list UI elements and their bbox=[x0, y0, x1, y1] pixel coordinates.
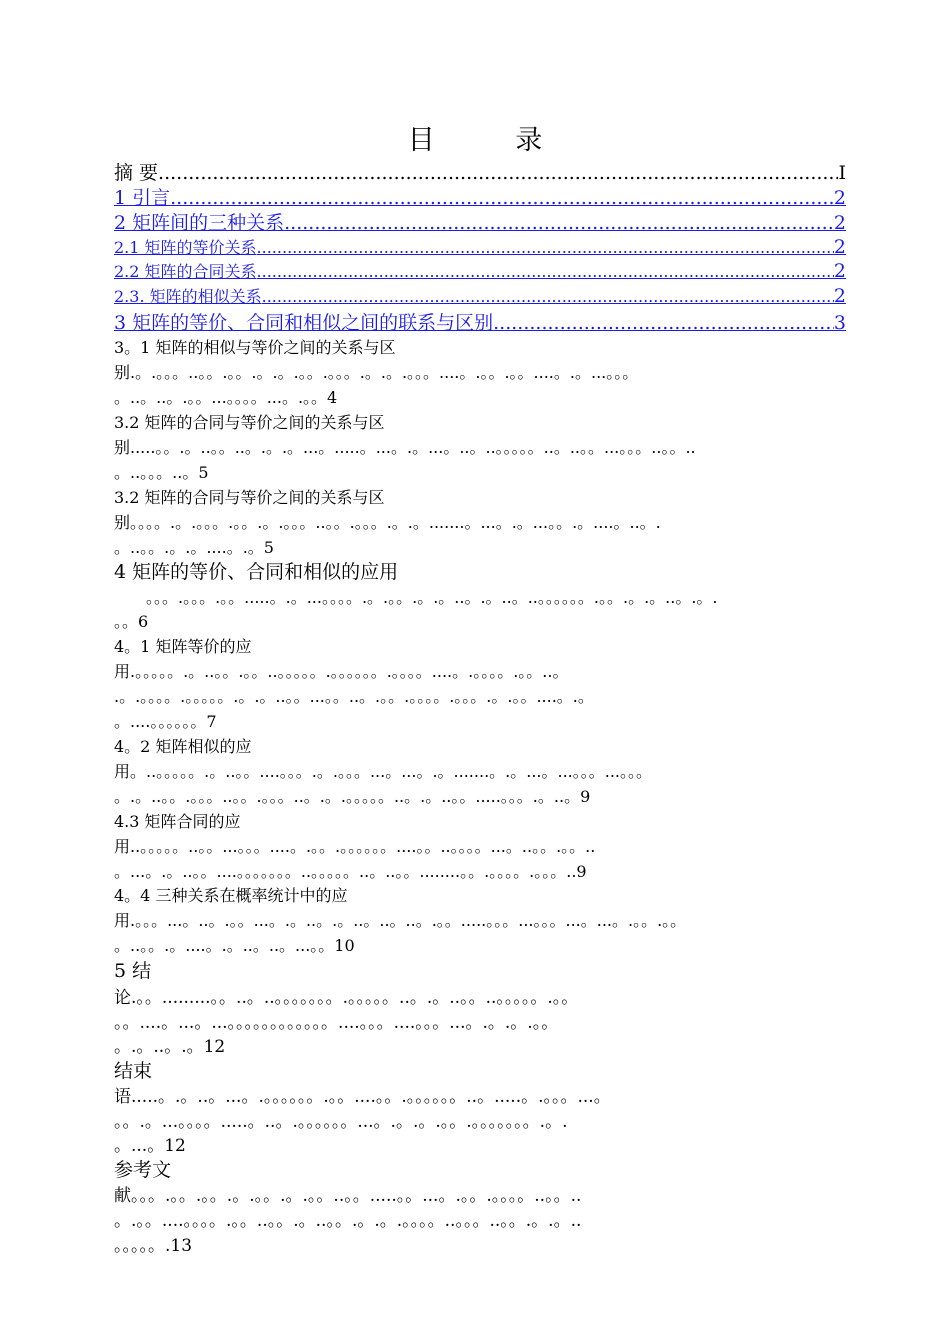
toc-4-1-title: 4。1 矩阵等价的应 bbox=[114, 637, 252, 656]
toc-3-1-leader: 别.。.。。。..。。.。。.。.。.。。.。。。.。.。.。。。....。.。。.。。....。.。...。。。 bbox=[114, 363, 639, 382]
toc-3-1-title: 3。1 矩阵的相似与等价之间的关系与区 bbox=[114, 338, 396, 357]
toc-4-2-page: 。.。..。。.。。。..。。.。。。..。.。.。。。。。..。.。..。。.....。。。.。..。9 bbox=[114, 787, 591, 806]
page-title: 目 录 bbox=[407, 125, 579, 156]
toc-4-2-leader: 用。..。。。。。.。..。。....。。。.。.。。。...。...。.。.......。.。...。...。。。...。。。 bbox=[114, 762, 653, 781]
toc-5-title: 5 结 bbox=[114, 960, 152, 982]
toc-label: 摘 要 bbox=[114, 162, 159, 184]
toc-3-3-title: 3.2 矩阵的合同与等价之间的关系与区 bbox=[114, 488, 385, 507]
toc-3-2-page: 。..。。。..。5 bbox=[114, 463, 209, 482]
toc-4-1-leader-2: .。.。。。。.。。。。。.。.。..。。...。。..。.。。.。。。。.。。。.。.。。....。.。 bbox=[114, 687, 594, 706]
toc-references-leader-2: 。.。。....。。。。.。。..。。.。..。。.。.。.。。。。..。。。..。。.。.。.. bbox=[114, 1211, 582, 1231]
toc-4-4-leader: 用.。。。...。..。.。。...。.。..。.。..。..。..。.。。.....。。。...。。。...。...。.。。.。。 bbox=[114, 911, 687, 930]
toc-3-1-page: 。..。..。.。。...。。。。...。.。。4 bbox=[114, 388, 338, 407]
toc-ending-leader: 语.....。.。..。...。.。。。。。。.。。....。。.。。。。。。..。.....。.。。。...。 bbox=[114, 1087, 611, 1107]
toc-4-3-leader: 用..。。。。。..。。...。。。....。.。。.。。。。。。....。。..。。。。...。..。。.。。.. bbox=[114, 837, 596, 856]
toc-4-page: 。。6 bbox=[114, 612, 149, 631]
toc-label: 3 矩阵的等价、合同和相似之间的联系与区别 bbox=[114, 312, 494, 334]
toc-link-equivalence[interactable] bbox=[114, 235, 846, 258]
toc-5-leader-2: 。。....。...。...。。。。。。。。。。。。....。。。....。。。...。.。.。.。。 bbox=[114, 1013, 559, 1033]
toc-3-2-title: 3.2 矩阵的合同与等价之间的关系与区 bbox=[114, 413, 385, 432]
toc-ending-page: 。...。12 bbox=[114, 1136, 186, 1156]
dot-leader bbox=[170, 187, 834, 209]
toc-label: 2 矩阵间的三种关系 bbox=[114, 212, 285, 234]
toc-page: 2 bbox=[833, 212, 846, 234]
toc-page: I bbox=[838, 162, 846, 184]
toc-4-3-page: 。...。.。..。。....。。。。。。。..。。。。。..。..。。........。。.。。。。.。。。..9 bbox=[114, 862, 587, 881]
toc-page: 2 bbox=[833, 260, 846, 282]
toc-page: 2 bbox=[833, 187, 846, 209]
dot-leader bbox=[262, 287, 834, 306]
toc-ending-title: 结束 bbox=[114, 1060, 153, 1082]
toc-4-1-page: 。....。。。。。。7 bbox=[114, 712, 217, 731]
toc-link-connections[interactable] bbox=[114, 308, 846, 335]
toc-link-introduction[interactable] bbox=[114, 183, 846, 210]
dot-leader bbox=[284, 212, 834, 234]
toc-4-title: 4 矩阵的等价、合同和相似的应用 bbox=[114, 561, 399, 583]
toc-5-page: 。.。..。.。12 bbox=[114, 1037, 226, 1057]
toc-references-title: 参考文 bbox=[114, 1159, 172, 1181]
toc-5-leader: 论.。。.........。。..。..。。。。。。。.。。。。。..。.。..。。..。。。。。.。。 bbox=[114, 988, 579, 1008]
dot-leader bbox=[257, 238, 834, 257]
toc-link-congruence[interactable] bbox=[114, 259, 846, 282]
toc-4-leader: 。。。.。。。.。。.....。.。...。。。。.。.。。.。.。..。.。..。..。。。。。。.。。.。.。..。.。. bbox=[146, 588, 718, 607]
toc-link-three-relations[interactable] bbox=[114, 208, 846, 235]
toc-3-3-leader: 别。。。。.。.。。。.。。.。.。。。..。。.。。。.。.。.......。...。.。...。。.。....。..。. bbox=[114, 513, 661, 532]
toc-page: 2 bbox=[833, 236, 846, 258]
toc-references-page: 。。。。。.13 bbox=[114, 1236, 193, 1256]
toc-3-3-page: 。..。。.。.。....。.。5 bbox=[114, 538, 274, 557]
toc-4-1-leader: 用.。。。。。.。..。。.。。..。。。。。.。。。。。。.。。。。....。.。。。。.。。..。 bbox=[114, 662, 569, 681]
toc-4-2-title: 4。2 矩阵相似的应 bbox=[114, 737, 252, 756]
toc-4-4-title: 4。4 三种关系在概率统计中的应 bbox=[114, 886, 348, 905]
toc-ending-leader-2: 。。.。...。。。。.....。..。.。。。。。。...。.。.。.。。.。。。。。。。.。. bbox=[114, 1112, 568, 1132]
toc-3-2-leader: 别.....。。.。..。。..。.。.。...。.....。...。.。...。..。..。。。。。..。..。。...。。。..。。.. bbox=[114, 438, 696, 457]
toc-label: 1 引言 bbox=[114, 187, 171, 209]
dot-leader bbox=[493, 312, 834, 334]
toc-references-leader: 献。。。.。。.。。.。.。。.。.。。..。。.....。。...。.。。.。。。。..。。.. bbox=[114, 1186, 582, 1206]
toc-page: 2 bbox=[833, 285, 846, 307]
toc-page: 3 bbox=[833, 312, 846, 334]
dot-leader bbox=[257, 262, 834, 281]
toc-label: 2.3. 矩阵的相似关系 bbox=[114, 287, 262, 306]
toc-4-3-title: 4.3 矩阵合同的应 bbox=[114, 812, 241, 831]
toc-link-similarity[interactable] bbox=[114, 284, 846, 307]
toc-label: 2.2 矩阵的合同关系 bbox=[114, 262, 257, 281]
toc-line-abstract bbox=[114, 158, 846, 185]
toc-label: 2.1 矩阵的等价关系 bbox=[114, 238, 257, 257]
toc-4-4-page: 。..。。.。....。.。..。..。...。。10 bbox=[114, 936, 355, 955]
dot-leader bbox=[158, 162, 838, 184]
